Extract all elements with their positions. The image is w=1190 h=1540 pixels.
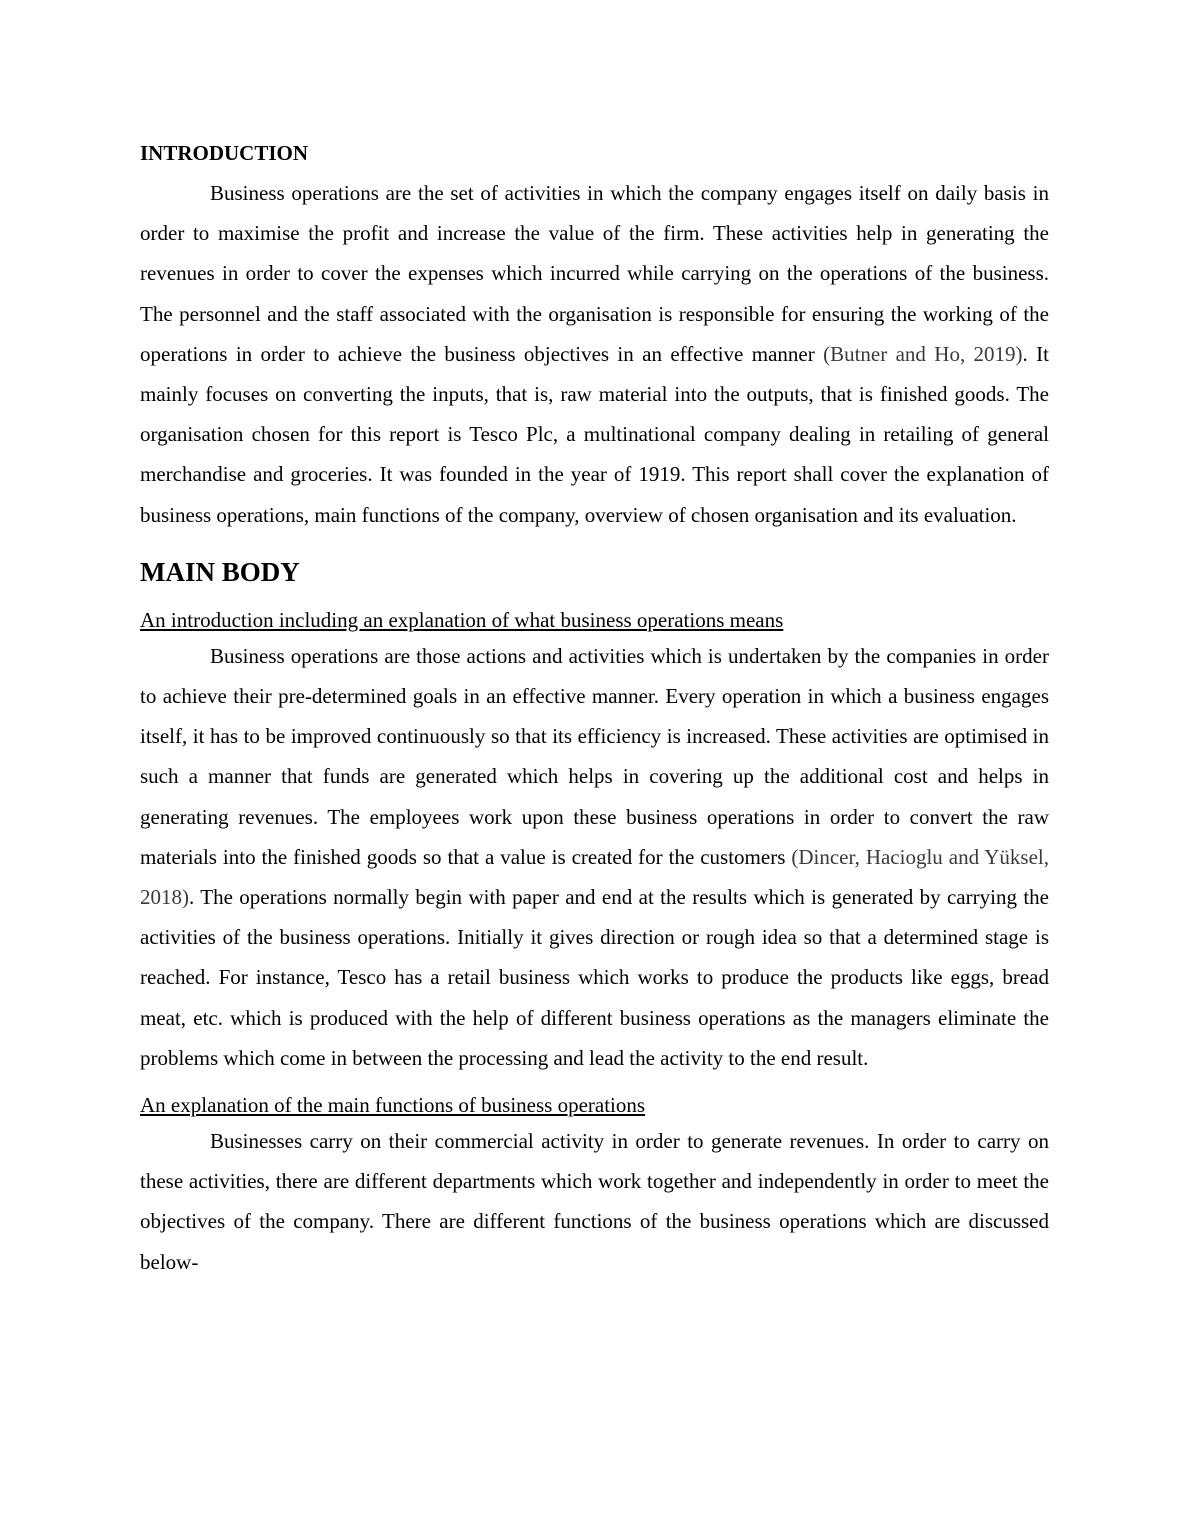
section1-paragraph <box>140 636 1049 1078</box>
introduction-paragraph <box>140 173 1049 535</box>
introduction-heading: INTRODUCTION <box>140 141 309 165</box>
introduction-text-part2: . It mainly focuses on converting the inputs, that is, raw material into the outputs, that is finished goods. The organisation chosen for this report is Tesco Plc, a multinational company dealing in retailing of general merchandise and groceries. It was founded in the year of 1919. This report shall cover the explanation of business operations, main functions of the company, overview of chosen organisation and its evaluation. <box>140 341 1049 527</box>
document-page <box>140 138 1049 1282</box>
section1-text-part2: . The operations normally begin with paper and end at the results which is generated by carrying the activities of the business operations. Initially it gives direction or rough idea so that a determined stage is reached. For instance, Tesco has a retail business which works to produce the products like eggs, bread meat, etc. which is produced with the help of different business operations as the managers eliminate the problems which come in between the processing and lead the activity to the end result. <box>140 885 1049 1070</box>
introduction-text-part1: Business operations are the set of activities in which the company engages itself on daily basis in order to maximise the profit and increase the value of the firm. These activities help in generating the revenues in order to cover the expenses which incurred while carrying on the operations of the business. The personnel and the staff associated with the organisation is responsible for ensuring the working of the operations in order to achieve the business objectives in an effective manner <box>140 181 1049 366</box>
section1-subheading: An introduction including an explanation of what business operations means <box>140 607 784 632</box>
citation-butner-ho: (Butner and Ho, 2019) <box>823 341 1023 366</box>
section2-paragraph: Businesses carry on their commercial activity in order to generate revenues. In order to carry on these activities, there are different departments which work together and independently in order to meet the objectives of the company. There are different functions of the business operations which are discussed below- <box>140 1129 1049 1274</box>
section2-subheading: An explanation of the main functions of business operations <box>140 1093 646 1118</box>
section1-text-part1: Business operations are those actions and activities which is undertaken by the companies in order to achieve their pre-determined goals in an effective manner. Every operation in which a business engages itself, it has to be improved continuously so that its efficiency is increased. These activities are optimised in such a manner that funds are generated which helps in covering up the additional cost and helps in generating revenues. The employees work upon these business operations in order to convert the raw materials into the finished goods so that a value is created for the customers <box>140 643 1049 869</box>
main-body-heading: MAIN BODY <box>140 556 300 587</box>
citation-dincer: (Dincer, Hacioglu and Yüksel, 2018) <box>140 844 1049 910</box>
